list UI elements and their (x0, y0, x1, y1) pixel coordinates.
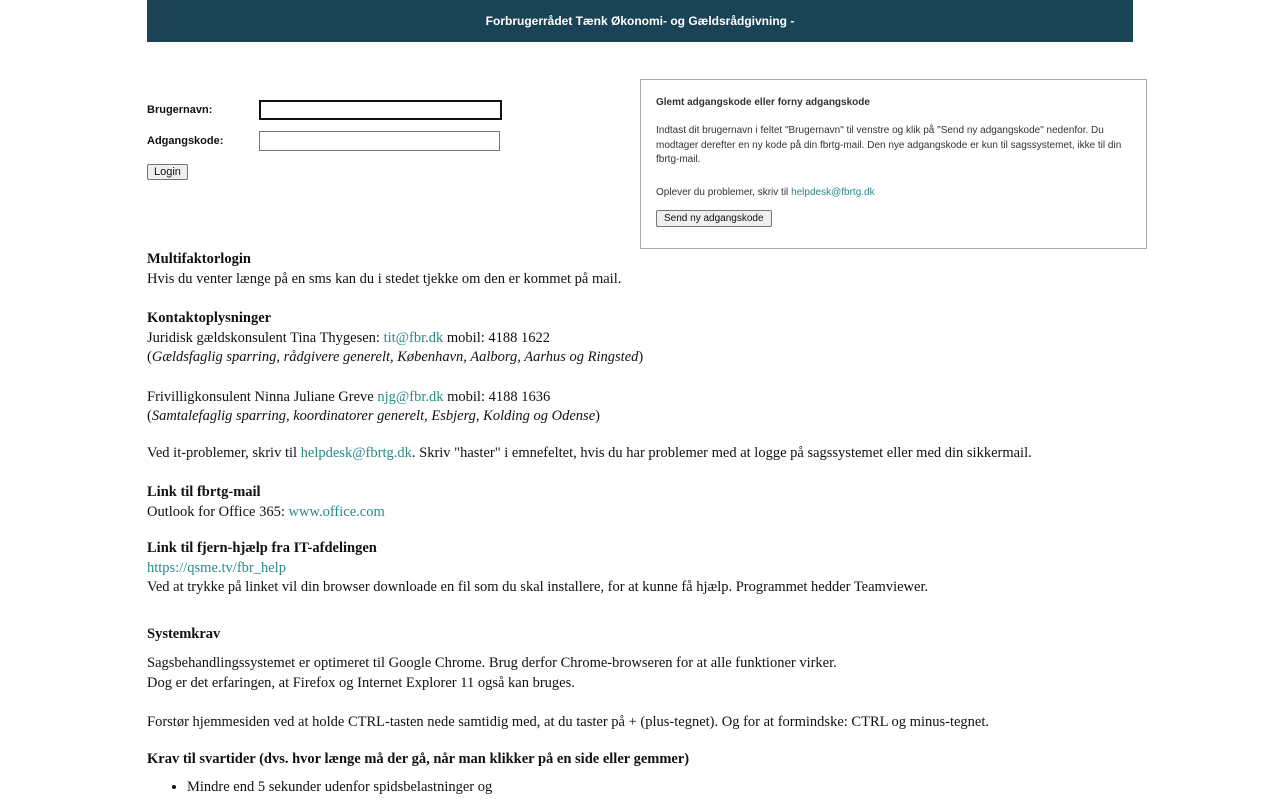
contact2-mobile: mobil: 4188 1636 (443, 388, 551, 405)
contact-heading: Kontaktoplysninger (147, 310, 272, 326)
it-suffix: . Skriv "haster" i emnefeltet, hvis du har problemer med at logge på sagssystemet eller med din sikkermail. (411, 444, 1032, 461)
contact1-email-link[interactable]: tit@fbr.dk (383, 329, 444, 346)
send-new-password-button[interactable]: Send ny adgangskode (656, 210, 772, 227)
forgot-helpdesk-link[interactable]: helpdesk@fbrtg.dk (791, 186, 875, 198)
response-list (147, 778, 1147, 798)
page-header (147, 0, 1133, 42)
password-row (147, 131, 500, 151)
contact2-prefix: Frivilligkonsulent Ninna Juliane Greve (147, 388, 378, 405)
forgot-title: Glemt adgangskode eller forny adgangskode (656, 97, 870, 108)
contact2-note-text: Samtalefaglig sparring, koordinatorer generelt, Esbjerg, Kolding og Odense (151, 408, 596, 424)
it-prefix: Ved it-problemer, skriv til (147, 444, 301, 461)
password-input[interactable] (259, 131, 500, 151)
office-link[interactable]: www.office.com (288, 503, 385, 520)
username-label: Brugernavn: (147, 104, 213, 116)
contact1-note: (Gældsfaglig sparring, rådgivere generelt, København, Aalborg, Aarhus og Ringsted) (147, 349, 644, 365)
contact1-line (147, 329, 1147, 349)
mfa-text: Hvis du venter længe på en sms kan du i stedet tjekke om den er kommet på mail. (147, 270, 622, 287)
response-heading: Krav til svartider (dvs. hvor længe må der gå, når man klikker på en side eller gemmer) (147, 750, 690, 767)
remote-help-text: Ved at trykke på linket vil din browser downloade en fil som du skal installere, for at kunne få hjælp. Programmet hedder Teamviewer. (147, 579, 929, 595)
contact1-note-text: Gældsfaglig sparring, rådgivere generelt, København, Aalborg, Aarhus og Ringsted (151, 349, 639, 365)
contact1-prefix: Juridisk gældskonsulent Tina Thygesen: (147, 329, 384, 346)
zoom-text: Forstør hjemmesiden ved at holde CTRL-tasten nede samtidig med, at du taster på + (plus-tegnet). Og for at formindske: CTRL og minus-tegnet. (147, 714, 990, 730)
mfa-heading: Multifaktorlogin (147, 251, 251, 267)
header-title: Forbrugerrådet Tænk Økonomi- og Gældsrådgivning - (485, 14, 795, 28)
it-problems-line (147, 444, 1147, 464)
mail-heading: Link til fbrtg-mail (147, 484, 261, 500)
username-row (147, 100, 502, 120)
password-label: Adgangskode: (147, 135, 224, 147)
contact2-note: (Samtalefaglig sparring, koordinatorer generelt, Esbjerg, Kolding og Odense) (147, 408, 600, 424)
forgot-text: Indtast dit brugernavn i feltet "Brugernavn" til venstre og klik på "Send ny adgangskode" nedenfor. Du modtager derefter en ny kode på din fbrtg-mail. Den nye adgangskode er kun til sagssystemet, ikke til din fbrtg-mail. (656, 125, 1122, 165)
username-input[interactable] (259, 100, 502, 120)
main-content (147, 250, 1147, 798)
system-text-2: Dog er det erfaringen, at Firefox og Internet Explorer 11 også kan bruges. (147, 674, 575, 691)
system-text-1: Sagsbehandlingssystemet er optimeret til Google Chrome. Brug derfor Chrome-browseren for at alle funktioner virker. (147, 655, 837, 671)
forgot-password-box (640, 79, 1147, 249)
contact2-email-link[interactable]: njg@fbr.dk (377, 388, 444, 405)
list-item: • Mindre end 5 sekunder udenfor spidsbelastninger og (187, 778, 1147, 798)
mail-line (147, 503, 1147, 523)
login-button[interactable]: Login (147, 164, 188, 180)
contact2-line (147, 388, 1147, 408)
contact1-mobile: mobil: 4188 1622 (443, 329, 551, 346)
it-helpdesk-link[interactable]: helpdesk@fbrtg.dk (300, 444, 412, 461)
remote-help-link[interactable]: https://qsme.tv/fbr_help (147, 559, 286, 576)
remote-help-heading: Link til fjern-hjælp fra IT-afdelingen (147, 540, 377, 556)
system-heading: Systemkrav (147, 625, 221, 642)
mail-prefix: Outlook for Office 365: (147, 503, 289, 520)
forgot-problems (656, 187, 1131, 198)
forgot-problems-text: Oplever du problemer, skriv til (656, 186, 792, 198)
